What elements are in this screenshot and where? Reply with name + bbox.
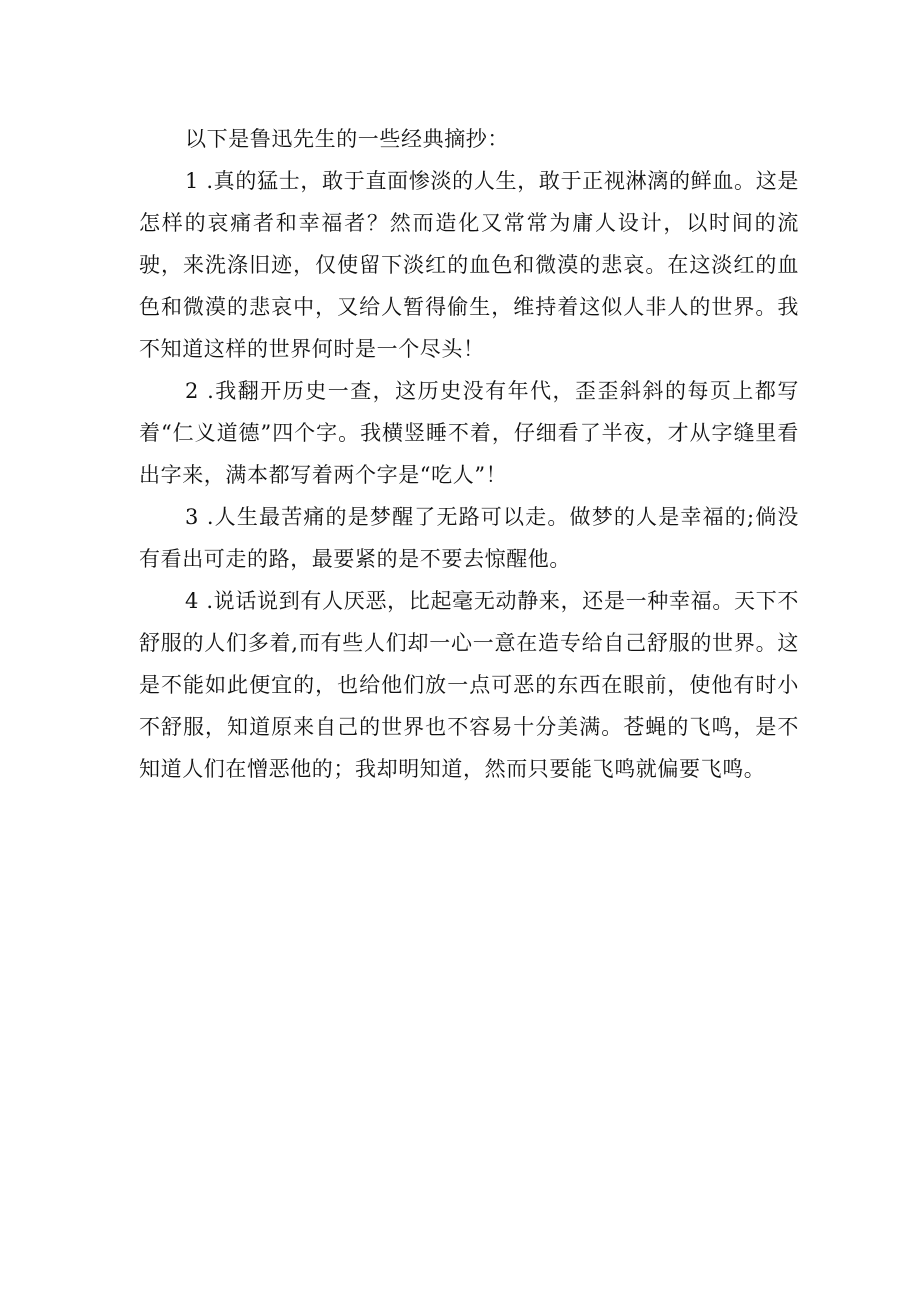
document-body	[139, 118, 799, 790]
quote-paragraph-3: 3 .人生最苦痛的是梦醒了无路可以走。做梦的人是幸福的;倘没有看出可走的路，最要紧的是不要去惊醒他。	[139, 505, 799, 571]
quote-paragraph-1: 1 .真的猛士，敢于直面惨淡的人生，敢于正视淋漓的鲜血。这是怎样的哀痛者和幸福者？然而造化又常常为庸人设计，以时间的流驶，来洗涤旧迹，仅使留下淡红的血色和微漠的悲哀。在这淡红的血色和微漠的悲哀中，又给人暂得偷生，维持着这似人非人的世界。我不知道这样的世界何时是一个尽头！	[139, 169, 799, 361]
quote-paragraph-4: 4 .说话说到有人厌恶，比起毫无动静来，还是一种幸福。天下不舒服的人们多着,而有些人们却一心一意在造专给自己舒服的世界。这是不能如此便宜的，也给他们放一点可恶的东西在眼前，使他有时小不舒服，知道原来自己的世界也不容易十分美满。苍蝇的飞鸣，是不知道人们在憎恶他的；我却明知道，然而只要能飞鸣就偏要飞鸣。	[139, 589, 799, 781]
intro-paragraph: 以下是鲁迅先生的一些经典摘抄：	[185, 127, 509, 151]
quote-paragraph-2: 2 .我翻开历史一查，这历史没有年代，歪歪斜斜的每页上都写着“仁义道德”四个字。我横竖睡不着，仔细看了半夜，才从字缝里看出字来，满本都写着两个字是“吃人”！	[139, 379, 799, 487]
